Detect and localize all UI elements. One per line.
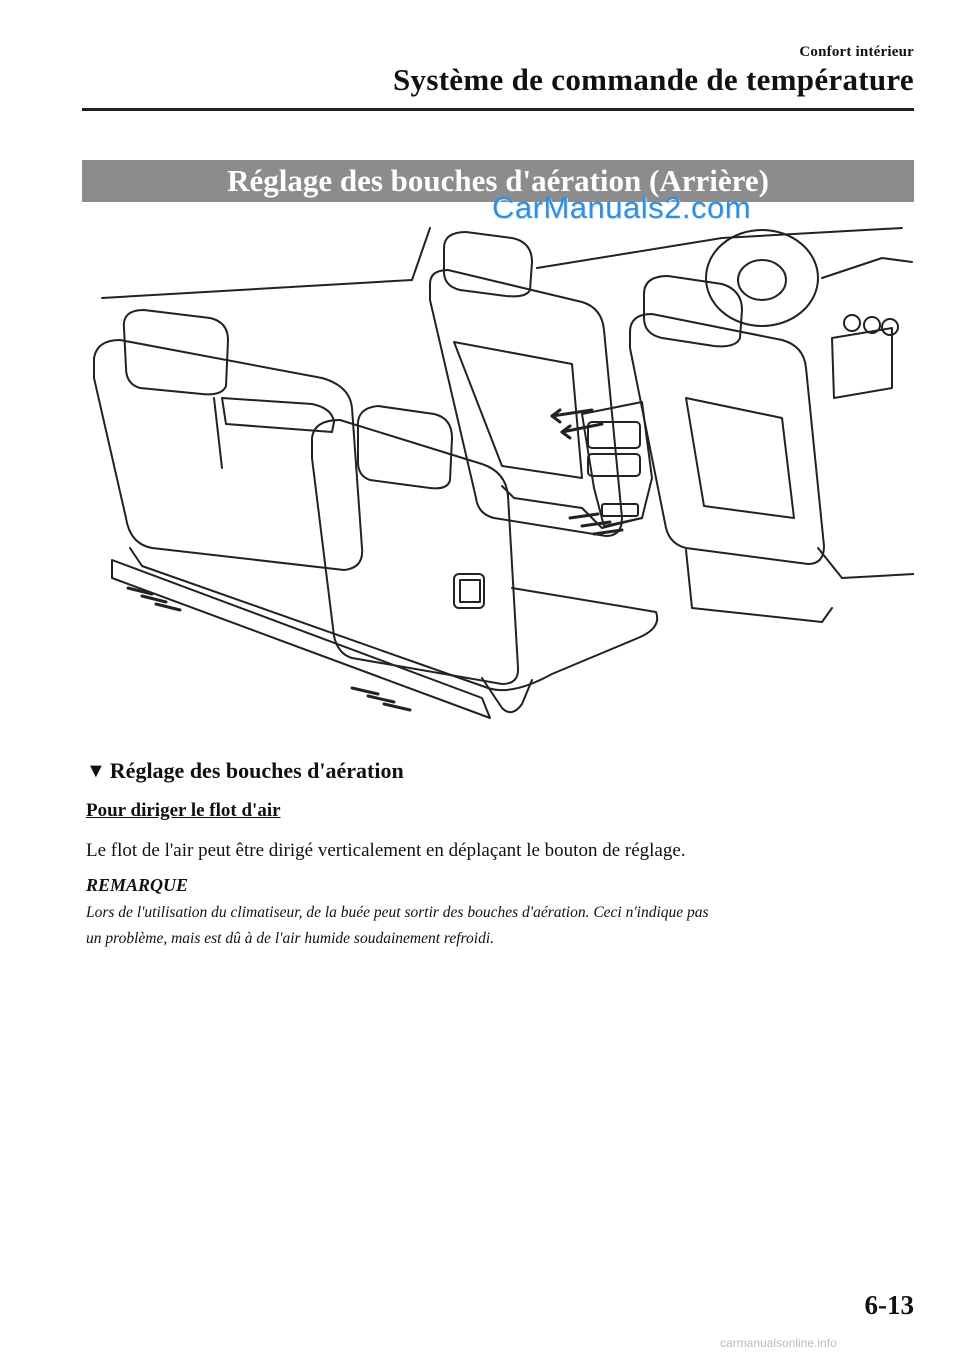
procedure-caption: Pour diriger le flot d'air [86, 800, 281, 821]
page-title: Système de commande de température [392, 62, 914, 97]
rear-vent-illustration [82, 218, 914, 748]
note-line-2: un problème, mais est dû à de l'air humide soudainement refroidi. [86, 930, 494, 947]
banner-title: Réglage des bouches d'aération (Arrière) [227, 163, 769, 198]
body-paragraph: Le flot de l'air peut être dirigé verticalement en déplaçant le bouton de réglage. [86, 840, 686, 861]
note-line-1: Lors de l'utilisation du climatiseur, de la buée peut sortir des bouches d'aération. Ceci n'indique pas [86, 904, 709, 921]
triangle-marker-icon: ▼ [86, 759, 106, 782]
section-label: Confort intérieur [799, 44, 914, 60]
note-paragraph [86, 900, 916, 952]
watermark-logo: CarManuals2.com [492, 190, 752, 225]
subheading [86, 758, 404, 784]
header-divider [82, 108, 914, 111]
note-title: REMARQUE [86, 875, 189, 895]
footer-watermark: carmanualsonline.info [720, 1336, 837, 1350]
page-number: 6-13 [864, 1290, 914, 1320]
subheading-text: Réglage des bouches d'aération [109, 758, 404, 783]
